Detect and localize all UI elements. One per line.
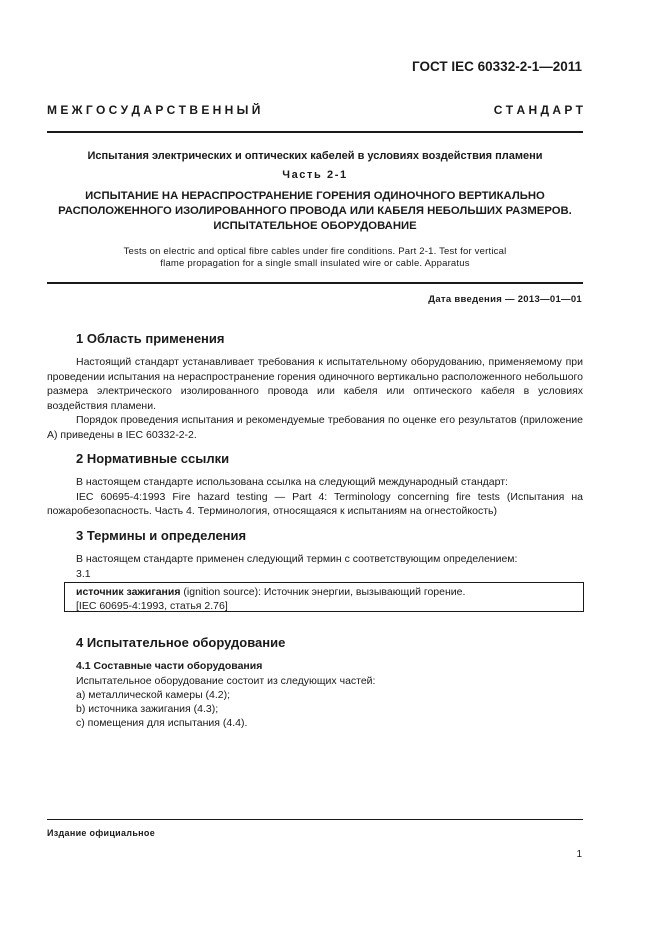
list-item: b) источника зажигания (4.3); <box>76 703 219 715</box>
term-number: 3.1 <box>76 567 91 580</box>
list-item: a) металлической камеры (4.2); <box>76 689 231 701</box>
page-number: 1 <box>576 849 582 860</box>
term-reference: [IEC 60695-4:1993, статья 2.76] <box>76 600 228 612</box>
standard-code: ГОСТ IEC 60332-2-1—2011 <box>412 59 582 74</box>
part-title: Часть 2-1 <box>282 169 348 181</box>
section-4-intro: Испытательное оборудование состоит из следующих частей: <box>76 675 376 687</box>
interstate-standard-banner <box>47 103 583 117</box>
section-3-heading: 3 Термины и определения <box>76 528 247 543</box>
main-title-line: РАСПОЛОЖЕННОГО ИЗОЛИРОВАННОГО ПРОВОДА ИЛИ КАБЕЛЯ НЕБОЛЬШИХ РАЗМЕРОВ. <box>58 205 572 217</box>
footer-rule <box>47 819 583 820</box>
top-rule <box>47 131 583 133</box>
english-title-line: Tests on electric and optical fibre cables under fire conditions. Part 2-1. Test for vertical <box>123 246 507 257</box>
main-title <box>47 189 583 234</box>
banner-word-interstate: М Е Ж Г О С У Д А Р С Т В Е Н Н Ы Й <box>47 103 261 117</box>
subsection-4-1-heading: 4.1 Составные части оборудования <box>76 660 263 672</box>
paragraph: Порядок проведения испытания и рекомендуемые требования по оценке его результатов (приложение А) приведены в IEC 60332-2-2. <box>47 414 583 441</box>
introduction-date: Дата введения — 2013—01—01 <box>428 294 582 305</box>
paragraph: В настоящем стандарте применен следующий термин с соответствующим определением: <box>76 553 518 565</box>
section-3-body <box>47 552 583 581</box>
english-title-line: flame propagation for a single small insulated wire or cable. Apparatus <box>160 258 470 269</box>
paragraph: В настоящем стандарте использована ссылка на следующий международный стандарт: <box>76 476 508 488</box>
section-2-body <box>47 475 583 519</box>
term-name: источник зажигания <box>76 586 181 598</box>
term-text: (ignition source): Источник энергии, вызывающий горение. <box>180 586 466 598</box>
banner-word-standard: С Т А Н Д А Р Т <box>493 103 583 117</box>
paragraph: Настоящий стандарт устанавливает требования к испытательному оборудованию, применяемому при проведении испытания на нераспространение горения одиночного вертикально расположенного небольшого размера электрического изолированного провода или кабеля или оптического кабеля в условиях воздействия пламени. <box>47 356 583 412</box>
list-item: c) помещения для испытания (4.4). <box>76 717 248 729</box>
term-definition-box <box>64 582 584 612</box>
english-title <box>47 246 583 270</box>
paragraph: IEC 60695-4:1993 Fire hazard testing — Part 4: Terminology concerning fire tests (Испытания на пожаробезопасность. Часть 4. Терминология, относящаяся к испытаниям на огнестойкость) <box>47 490 583 517</box>
section-2-heading: 2 Нормативные ссылки <box>76 451 230 466</box>
main-title-line: ИСПЫТАНИЕ НА НЕРАСПРОСТРАНЕНИЕ ГОРЕНИЯ ОДИНОЧНОГО ВЕРТИКАЛЬНО <box>85 190 545 202</box>
main-title-line: ИСПЫТАТЕЛЬНОЕ ОБОРУДОВАНИЕ <box>213 220 417 232</box>
section-1-heading: 1 Область применения <box>76 331 225 346</box>
section-1-body <box>47 355 583 442</box>
section-4-heading: 4 Испытательное оборудование <box>76 635 286 650</box>
official-edition-label: Издание официальное <box>47 828 156 838</box>
title-rule <box>47 282 583 284</box>
term-definition <box>76 585 465 613</box>
general-title: Испытания электрических и оптических кабелей в условиях воздействия пламени <box>87 150 543 162</box>
